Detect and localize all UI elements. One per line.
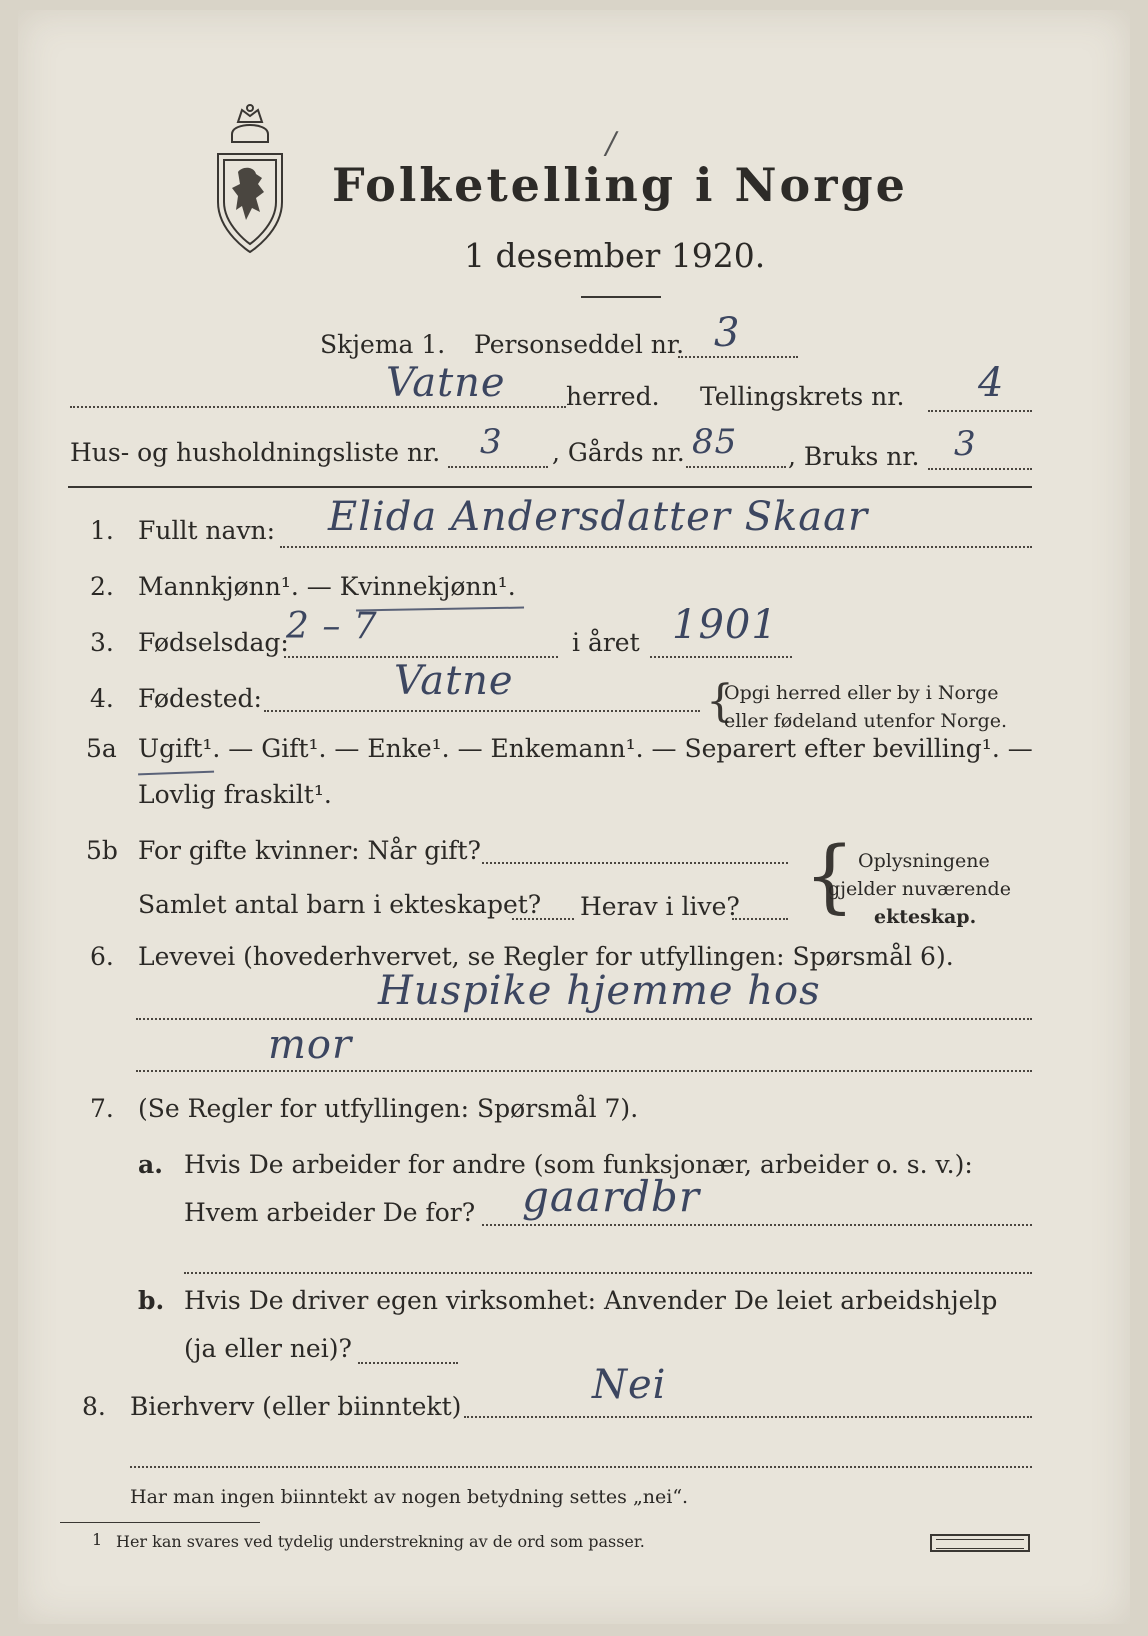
q7b-number: b. [138, 1286, 165, 1315]
q5b-note-line3: ekteskap. [874, 906, 977, 928]
q5a-number: 5a [86, 734, 117, 763]
census-date: 1 desember 1920. [464, 236, 766, 275]
herred-value: Vatne [386, 360, 506, 406]
q8-value: Nei [592, 1362, 667, 1408]
personseddel-line [678, 356, 798, 358]
q2-kvinnekjonn-underline [356, 603, 524, 612]
q7-number: 7. [90, 1094, 114, 1123]
hus-line [448, 466, 548, 468]
q6-value-line2: mor [268, 1022, 353, 1068]
q6-value-line1: Huspike hjemme hos [378, 968, 821, 1014]
q6-number: 6. [90, 942, 114, 971]
tellingskrets-value: 4 [978, 360, 1005, 406]
census-form-sheet [18, 10, 1130, 1624]
nei-note: Har man ingen biinntekt av nogen betydning settes „nei“. [130, 1486, 689, 1508]
q1-label: Fullt navn: [138, 516, 276, 545]
q5b-note-brace: { [804, 829, 855, 922]
q7a-extra-line [184, 1272, 1032, 1274]
q1-value: Elida Andersdatter Skaar [328, 494, 869, 540]
q8-label: Bierhverv (eller biinntekt) [130, 1392, 462, 1421]
footnote-mark: 1 [92, 1530, 103, 1549]
footnote-text: Her kan svares ved tydelig understrekning av de ord som passer. [116, 1532, 645, 1551]
q5b-gift-line [482, 862, 788, 864]
tellingskrets-label: Tellingskrets nr. [700, 382, 905, 411]
hus-label: Hus- og husholdningsliste nr. [70, 438, 441, 467]
q5a-line1: Ugift¹. — Gift¹. — Enke¹. — Enkemann¹. — Separert efter bevilling¹. — [138, 734, 1033, 763]
schema-label: Skjema 1. [320, 330, 446, 359]
printer-stamp [930, 1534, 1030, 1552]
q7b-line2: (ja eller nei)? [184, 1334, 352, 1363]
q4-note-line2: eller fødeland utenfor Norge. [724, 710, 1008, 732]
q7b-line1: Hvis De driver egen virksomhet: Anvender De leiet arbeidshjelp [184, 1286, 998, 1315]
gards-value: 85 [692, 422, 738, 462]
herred-line [70, 406, 566, 408]
q3-day-value: 2 – 7 [286, 606, 378, 647]
bruks-label: , Bruks nr. [788, 442, 920, 471]
form-title: Folketelling i Norge [332, 158, 908, 212]
coat-of-arms-icon [208, 102, 292, 262]
q3-number: 3. [90, 628, 114, 657]
q7a-line1: Hvis De arbeider for andre (som funksjonær, arbeider o. s. v.): [184, 1150, 973, 1179]
bruks-line [928, 468, 1032, 470]
q7-label: (Se Regler for utfyllingen: Spørsmål 7). [138, 1094, 639, 1123]
q6-label: Levevei (hovederhvervet, se Regler for utfyllingen: Spørsmål 6). [138, 942, 954, 971]
q7a-number: a. [138, 1150, 163, 1179]
q5b-label3: Herav i live? [580, 892, 740, 921]
q7b-answer-line [358, 1362, 458, 1364]
tellingskrets-line [928, 410, 1032, 412]
q5b-label2: Samlet antal barn i ekteskapet? [138, 890, 542, 919]
q5a-line2: Lovlig fraskilt¹. [138, 780, 332, 809]
q6-line2 [136, 1070, 1032, 1072]
q8-number: 8. [82, 1392, 106, 1421]
q5b-live-line [732, 918, 788, 920]
header-divider [68, 486, 1032, 488]
hus-value: 3 [480, 422, 503, 462]
q2-label: Mannkjønn¹. — Kvinnekjønn¹. [138, 572, 516, 601]
q6-line1 [136, 1018, 1032, 1020]
q5b-number: 5b [86, 836, 118, 865]
q3-year-line [650, 656, 792, 658]
bruks-value: 3 [954, 424, 977, 464]
personseddel-label: Personseddel nr. [474, 330, 685, 359]
title-divider [581, 296, 661, 298]
q2-number: 2. [90, 572, 114, 601]
q3-year-label: i året [572, 628, 640, 657]
q5b-note-line1: Oplysningene [858, 850, 990, 872]
q3-label: Fødselsdag: [138, 628, 289, 657]
q4-label: Fødested: [138, 684, 262, 713]
q5b-barn-line [512, 918, 574, 920]
q4-note-brace: { [706, 676, 734, 727]
herred-label: herred. [566, 382, 660, 411]
q5a-ugift-underline [138, 767, 214, 776]
q5b-label1: For gifte kvinner: Når gift? [138, 836, 481, 865]
q5b-note-line2: gjelder nuværende [828, 878, 1011, 900]
q7a-value: gaardbr [522, 1172, 700, 1221]
gards-line [686, 466, 786, 468]
q1-line [280, 546, 1032, 548]
q7a-answer-line [482, 1224, 1032, 1226]
q3-year-value: 1901 [672, 602, 778, 648]
footnote-divider [60, 1522, 260, 1523]
q1-number: 1. [90, 516, 114, 545]
q7a-line2: Hvem arbeider De for? [184, 1198, 476, 1227]
q8-answer-line [464, 1416, 1032, 1418]
title-pencil-mark: / [606, 126, 618, 161]
q4-number: 4. [90, 684, 114, 713]
q4-value: Vatne [394, 658, 514, 704]
q4-note-line1: Opgi herred eller by i Norge [724, 682, 999, 704]
personseddel-value: 3 [714, 310, 741, 356]
q8-extra-line [130, 1466, 1032, 1468]
q4-line [264, 710, 700, 712]
gards-label: , Gårds nr. [552, 438, 685, 467]
